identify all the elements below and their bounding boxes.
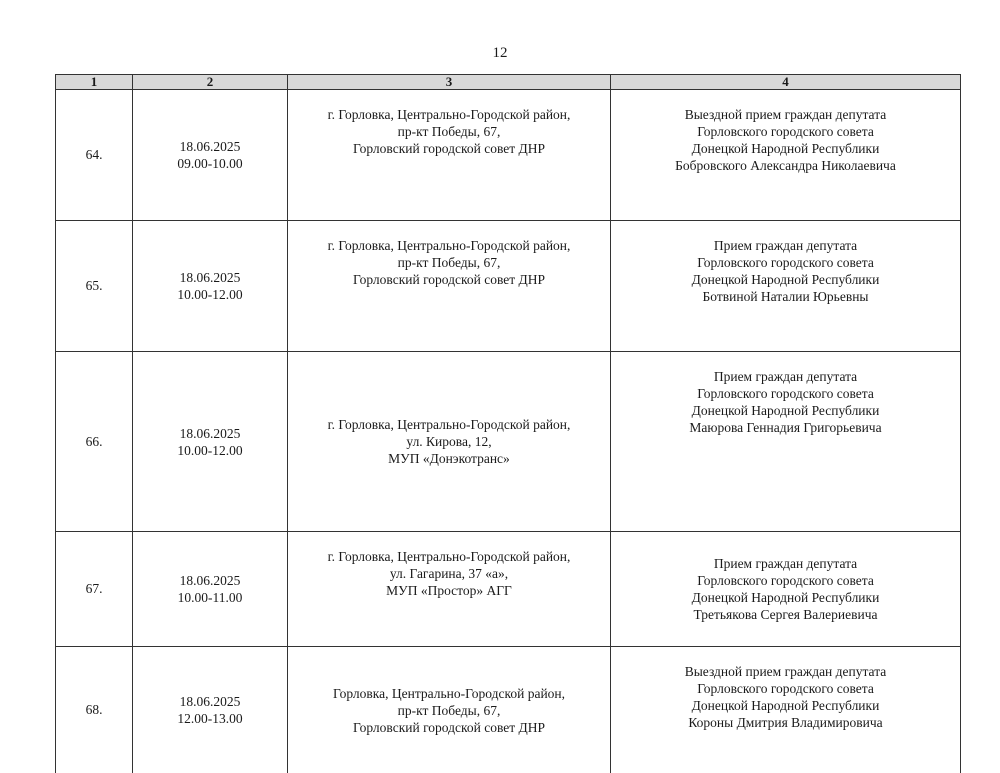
desc-line: Горловского городского совета	[611, 254, 960, 271]
row-description	[611, 221, 961, 352]
row-datetime	[133, 90, 288, 221]
desc-line: Третьякова Сергея Валериевича	[611, 606, 960, 623]
table-row	[56, 647, 961, 773]
table-row	[56, 532, 961, 647]
place-line: пр-кт Победы, 67,	[288, 123, 610, 140]
place-line: г. Горловка, Центрально-Городской район,	[288, 237, 610, 254]
desc-line: Бобровского Александра Николаевича	[611, 157, 960, 174]
desc-line: Прием граждан депутата	[611, 368, 960, 385]
place-line: Горловский городской совет ДНР	[288, 719, 610, 736]
row-time: 10.00-12.00	[133, 286, 287, 303]
desc-line: Донецкой Народной Республики	[611, 589, 960, 606]
header-col-3: 3	[288, 75, 611, 90]
schedule-table	[55, 74, 961, 773]
desc-line: Прием граждан депутата	[611, 555, 960, 572]
place-line: пр-кт Победы, 67,	[288, 702, 610, 719]
row-date: 18.06.2025	[133, 572, 287, 589]
desc-line: Донецкой Народной Республики	[611, 697, 960, 714]
desc-line: Горловского городского совета	[611, 572, 960, 589]
row-description	[611, 90, 961, 221]
row-date: 18.06.2025	[133, 693, 287, 710]
row-description	[611, 532, 961, 647]
table-row	[56, 221, 961, 352]
row-place	[288, 352, 611, 532]
header-col-2: 2	[133, 75, 288, 90]
place-line: МУП «Донэкотранс»	[288, 450, 610, 467]
desc-line: Маюрова Геннадия Григорьевича	[611, 419, 960, 436]
place-line: Горловский городской совет ДНР	[288, 140, 610, 157]
desc-line: Ботвиной Наталии Юрьевны	[611, 288, 960, 305]
row-place	[288, 532, 611, 647]
row-datetime	[133, 647, 288, 773]
row-number: 66.	[56, 352, 133, 532]
page-number: 12	[0, 45, 1000, 62]
row-datetime	[133, 221, 288, 352]
place-line: МУП «Простор» АГГ	[288, 582, 610, 599]
place-line: г. Горловка, Центрально-Городской район,	[288, 416, 610, 433]
desc-line: Горловского городского совета	[611, 123, 960, 140]
row-time: 09.00-10.00	[133, 155, 287, 172]
row-place	[288, 647, 611, 773]
place-line: пр-кт Победы, 67,	[288, 254, 610, 271]
row-datetime	[133, 352, 288, 532]
row-description	[611, 647, 961, 773]
desc-line: Выездной прием граждан депутата	[611, 106, 960, 123]
row-time: 12.00-13.00	[133, 710, 287, 727]
desc-line: Горловского городского совета	[611, 385, 960, 402]
place-line: Горловский городской совет ДНР	[288, 271, 610, 288]
header-row	[56, 75, 961, 90]
place-line: Горловка, Центрально-Городской район,	[288, 685, 610, 702]
desc-line: Донецкой Народной Республики	[611, 271, 960, 288]
row-time: 10.00-12.00	[133, 442, 287, 459]
row-description	[611, 352, 961, 532]
table-row	[56, 352, 961, 532]
desc-line: Короны Дмитрия Владимировича	[611, 714, 960, 731]
row-date: 18.06.2025	[133, 425, 287, 442]
row-number: 68.	[56, 647, 133, 773]
desc-line: Донецкой Народной Республики	[611, 402, 960, 419]
place-line: ул. Гагарина, 37 «а»,	[288, 565, 610, 582]
row-date: 18.06.2025	[133, 138, 287, 155]
row-number: 67.	[56, 532, 133, 647]
row-number: 64.	[56, 90, 133, 221]
place-line: ул. Кирова, 12,	[288, 433, 610, 450]
row-place	[288, 221, 611, 352]
row-datetime	[133, 532, 288, 647]
header-col-1: 1	[56, 75, 133, 90]
place-line: г. Горловка, Центрально-Городской район,	[288, 548, 610, 565]
row-time: 10.00-11.00	[133, 589, 287, 606]
row-place	[288, 90, 611, 221]
header-col-4: 4	[611, 75, 961, 90]
desc-line: Донецкой Народной Республики	[611, 140, 960, 157]
place-line: г. Горловка, Центрально-Городской район,	[288, 106, 610, 123]
table-row	[56, 90, 961, 221]
desc-line: Горловского городского совета	[611, 680, 960, 697]
row-number: 65.	[56, 221, 133, 352]
row-date: 18.06.2025	[133, 269, 287, 286]
desc-line: Прием граждан депутата	[611, 237, 960, 254]
desc-line: Выездной прием граждан депутата	[611, 663, 960, 680]
